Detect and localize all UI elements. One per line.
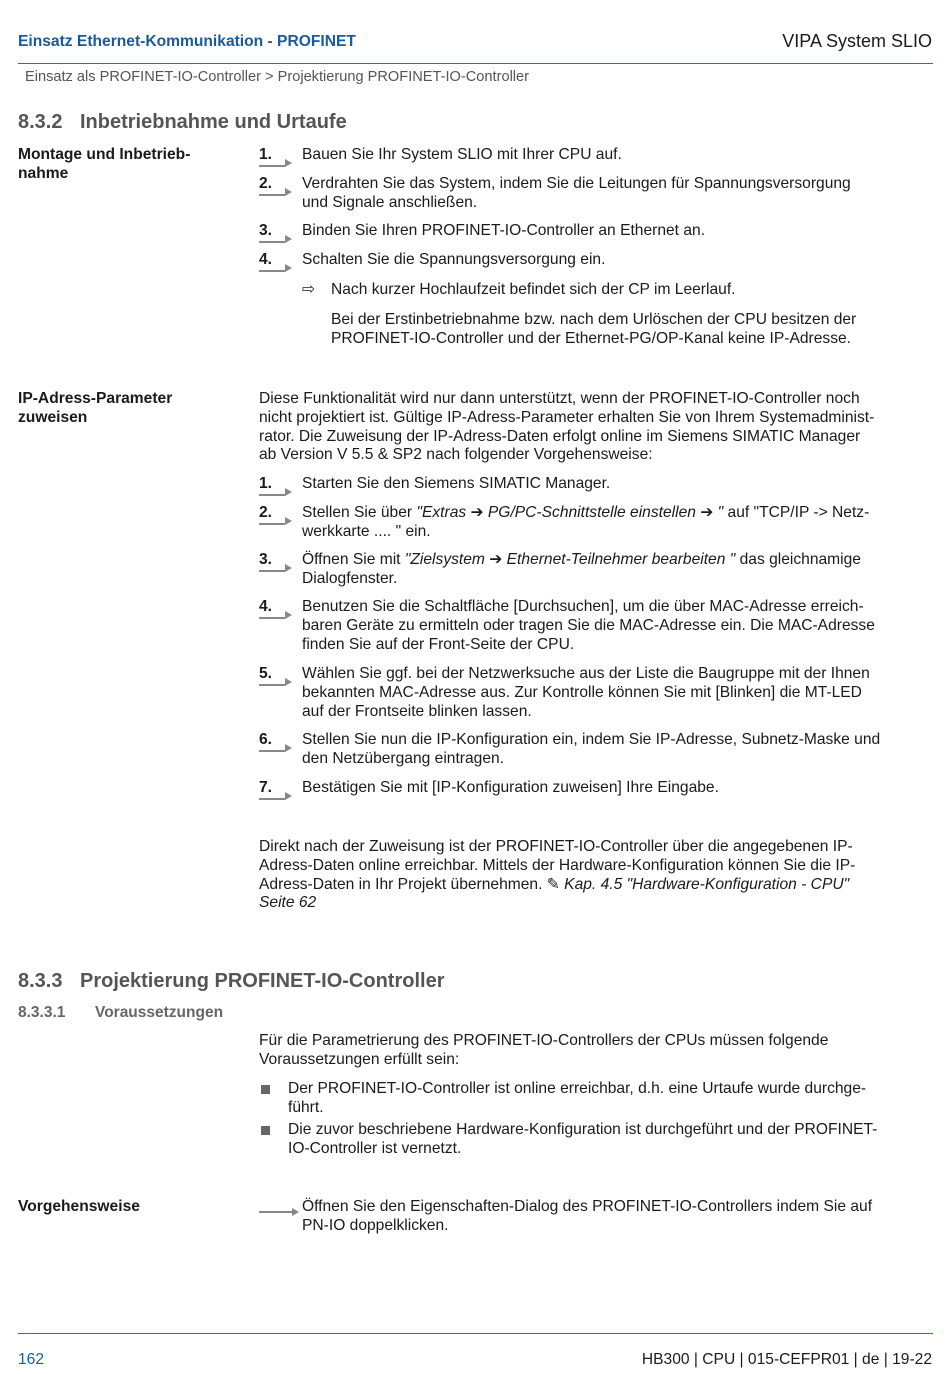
- section-title: Projektierung PROFINET-IO-Controller: [80, 970, 445, 992]
- step-text: Bestätigen Sie mit [IP-Konfiguration zuweisen] Ihre Eingabe.: [302, 779, 719, 796]
- procedure-step: [259, 1198, 935, 1236]
- step-item: [259, 175, 935, 213]
- step-item: [259, 222, 935, 241]
- step-item: [259, 551, 935, 589]
- step-item: [259, 665, 935, 721]
- reference-icon: ✎: [546, 875, 560, 893]
- step-arrow-icon: [259, 1198, 301, 1220]
- step-number: 4.: [259, 251, 299, 273]
- step-text: Schalten Sie die Spannungsversorgung ein.: [302, 251, 606, 268]
- step-text: Öffnen Sie den Eigenschaften-Dialog des PROFINET-IO-Controllers indem Sie auf PN-IO doppelklicken.: [302, 1198, 873, 1234]
- breadcrumb: Einsatz als PROFINET-IO-Controller > Projektierung PROFINET-IO-Controller: [25, 69, 530, 85]
- menu-arrow-icon: ➔: [700, 504, 714, 521]
- subsection-heading-8-3-3-1: [18, 1004, 223, 1023]
- step-text: Stellen Sie nun die IP-Konfiguration ein, indem Sie IP-Adresse, Subnetz-Maske und den Netzübergang eintragen.: [302, 731, 881, 767]
- result-text: Nach kurzer Hochlaufzeit befindet sich der CP im Leerlauf.: [331, 281, 736, 298]
- step-number: 1.: [259, 146, 299, 168]
- subsection-number: 8.3.3.1: [18, 1004, 66, 1021]
- result-note: Bei der Erstinbetriebnahme bzw. nach dem Urlöschen der CPU besitzen der PROFINET-IO-Controller und der Ethernet-PG/OP-Kanal keine IP-Adresse.: [331, 311, 857, 347]
- step-text: Stellen Sie über "Extras ➔ PG/PC-Schnittstelle einstellen ➔ " auf "TCP/IP -> Netz- werkkarte .... " ein.: [302, 504, 870, 540]
- step-number: 6.: [259, 731, 299, 753]
- cross-reference-link[interactable]: ✎ Kap. 4.5 "Hardware-Konfiguration - CPU": [546, 875, 850, 893]
- section-title: Inbetriebnahme und Urtaufe: [80, 111, 347, 133]
- result-arrow-icon: ⇨: [302, 281, 316, 298]
- bullet-square-icon: [261, 1085, 270, 1094]
- document-id: HB300 | CPU | 015-CEFPR01 | de | 19-22: [641, 1351, 932, 1368]
- step-text: Starten Sie den Siemens SIMATIC Manager.: [302, 475, 611, 492]
- side-label-ip: [18, 390, 223, 428]
- step-text: Bauen Sie Ihr System SLIO mit Ihrer CPU auf.: [302, 146, 622, 163]
- step-number: 2.: [259, 175, 299, 197]
- side-label-line: zuweisen: [18, 408, 88, 426]
- bullet-item: Die zuvor beschriebene Hardware-Konfiguration ist durchgeführt und der PROFINET- IO-Controller ist vernetzt.: [259, 1121, 935, 1159]
- step-number: 7.: [259, 779, 299, 801]
- step-item: [259, 598, 935, 654]
- step-text: Verdrahten Sie das System, indem Sie die Leitungen für Spannungsversorgung und Signale anschließen.: [302, 175, 851, 211]
- step-item: [259, 504, 935, 542]
- cross-reference-page[interactable]: Seite 62: [259, 894, 317, 912]
- product-name: VIPA System SLIO: [782, 31, 932, 51]
- section-number: 8.3.3: [18, 970, 63, 992]
- step-number: 4.: [259, 598, 299, 620]
- step-text: Benutzen Sie die Schaltfläche [Durchsuchen], um die über MAC-Adresse erreich- baren Geräte zu ermitteln oder tragen Sie die MAC-Adresse ein. Die MAC-Adresse finden Sie auf der Front-Seite der CPU.: [302, 598, 875, 653]
- chapter-title: Einsatz Ethernet-Kommunikation - PROFINET: [18, 33, 356, 50]
- footer-divider: [18, 1333, 933, 1334]
- step-text: Öffnen Sie mit "Zielsystem ➔ Ethernet-Teilnehmer bearbeiten " das gleichnamige Dialogfenster.: [302, 551, 861, 587]
- ip-intro-paragraph: Diese Funktionalität wird nur dann unterstützt, wenn der PROFINET-IO-Controller noch nicht projektiert ist. Gültige IP-Adress-Parameter erhalten Sie von Ihrem Systemadminist- rator. Die Zuweisung der IP-Adress-Daten erfolgt online im Siemens SIMATIC Manager ab Version V 5.5 & SP2 nach folgender Vorgehensweise:: [259, 390, 875, 464]
- side-label-line: Montage und Inbetrieb-: [18, 146, 191, 163]
- step-item: [259, 475, 935, 494]
- step-number: 2.: [259, 504, 299, 526]
- step-text: Binden Sie Ihren PROFINET-IO-Controller an Ethernet an.: [302, 222, 706, 239]
- header-divider: [18, 63, 933, 64]
- step-item: [259, 779, 935, 798]
- menu-arrow-icon: ➔: [489, 551, 503, 568]
- step-number: 5.: [259, 665, 299, 687]
- page-number: 162: [18, 1351, 45, 1368]
- section-number: 8.3.2: [18, 111, 63, 133]
- menu-arrow-icon: ➔: [470, 504, 484, 521]
- side-label-vorgehensweise: Vorgehensweise: [18, 1198, 140, 1215]
- subsection-title: Voraussetzungen: [95, 1004, 224, 1021]
- section-heading-8-3-2: [18, 113, 347, 132]
- step-text: Wählen Sie ggf. bei der Netzwerksuche aus der Liste die Baugruppe mit der Ihnen bekannten MAC-Adresse aus. Zur Kontrolle können Sie mit [Blinken] die MT-LED auf der Frontseite blinken lassen.: [302, 665, 870, 720]
- step-item: [259, 251, 935, 270]
- step-item: [259, 146, 935, 165]
- prereq-intro: Für die Parametrierung des PROFINET-IO-Controllers der CPUs müssen folgende Voraussetzungen erfüllt sein:: [259, 1032, 829, 1068]
- side-label-line: nahme: [18, 164, 69, 182]
- step-number: 1.: [259, 475, 299, 497]
- section-heading-8-3-3: [18, 972, 444, 991]
- ip-after-paragraph: Direkt nach der Zuweisung ist der PROFINET-IO-Controller über die angegebenen IP- Adress-Daten online erreichbar. Mittels der Hardware-Konfiguration können Sie die IP- Adress-Daten in Ihr Projekt übernehmen. ✎ Kap. 4.5 "Hardware-Konfiguration - CPU" Seite 62: [259, 838, 856, 912]
- step-number: 3.: [259, 551, 299, 573]
- result-item: [302, 281, 942, 300]
- bullet-square-icon: [261, 1126, 270, 1135]
- side-label-line: IP-Adress-Parameter: [18, 390, 173, 407]
- bullet-item: Der PROFINET-IO-Controller ist online erreichbar, d.h. eine Urtaufe wurde durchge- führt.: [259, 1080, 935, 1118]
- side-label-montage: [18, 146, 223, 184]
- step-item: [259, 731, 935, 769]
- step-number: 3.: [259, 222, 299, 244]
